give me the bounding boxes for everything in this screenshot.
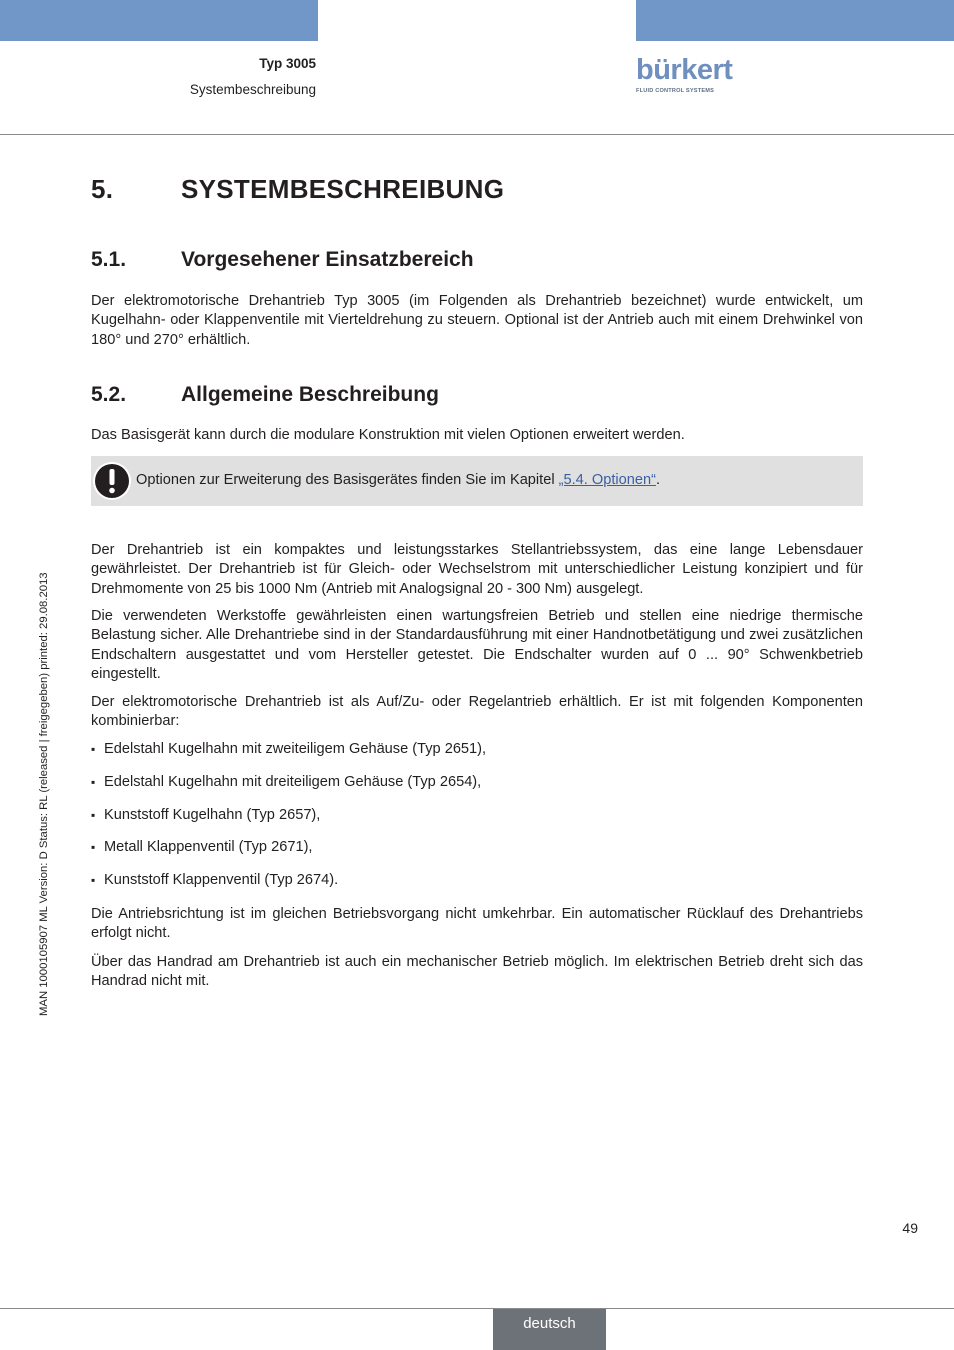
section-heading-5-2	[91, 383, 439, 407]
note-text	[136, 472, 660, 488]
section-number: 5.1.	[91, 248, 127, 271]
running-section-title: Systembeschreibung	[189, 82, 316, 97]
chapter-title: SYSTEMBESCHREIBUNG	[181, 174, 505, 204]
bullet-icon: ▪	[91, 742, 96, 756]
note-text-after: .	[656, 472, 661, 488]
list-item	[91, 807, 320, 823]
logo-tagline: FLUID CONTROL SYSTEMS	[636, 88, 715, 94]
list-item-text: Kunststoff Kugelhahn (Typ 2657),	[104, 807, 321, 823]
paragraph-intended-use: Der elektromotorische Drehantrieb Typ 3005 (im Folgenden als Drehantrieb bezeichnet) wurde entwickelt, um Kugelhahn- oder Klappenventile mit Vierteldrehung zu steuern. Optional ist der Antrieb auch mit einem Drehwinkel von 180° und 270° erhältlich.	[91, 293, 863, 348]
paragraph-components: Der elektromotorische Drehantrieb ist als Auf/Zu- oder Regelantrieb erhältlich. Er ist mit folgenden Komponenten kombinierbar:	[91, 694, 863, 730]
footer-divider	[0, 1308, 954, 1309]
list-item	[91, 839, 312, 855]
section-title: Vorgesehener Einsatzbereich	[181, 248, 474, 271]
chapter-link-options[interactable]: „5.4. Optionen“	[558, 472, 656, 488]
language-tab: deutsch	[493, 1309, 606, 1350]
paragraph-compact-drive: Der Drehantrieb ist ein kompaktes und leistungsstarkes Stellantriebssystem, das eine lange Lebensdauer gewährleistet. Der Drehantrieb ist für Gleich- oder Wechselstrom mit unterschiedlicher Leistung konzipiert und für Drehmomente von 25 bis 1000 Nm (Antrieb mit Analogsignal 20 - 300 Nm) ausgelegt.	[91, 542, 863, 597]
note-text-before: Optionen zur Erweiterung des Basisgerätes finden Sie im Kapitel	[136, 472, 559, 488]
bullet-icon: ▪	[91, 775, 96, 789]
header-accent-bar-right	[636, 0, 954, 41]
document-status-note: MAN 1000105907 ML Version: D Status: RL (released | freigegeben) printed: 29.08.2013	[38, 572, 50, 1016]
list-item	[91, 774, 481, 790]
bullet-icon: ▪	[91, 840, 96, 854]
list-item-text: Edelstahl Kugelhahn mit zweiteiligem Gehäuse (Typ 2651),	[104, 741, 487, 757]
list-item-text: Edelstahl Kugelhahn mit dreiteiligem Gehäuse (Typ 2654),	[104, 774, 482, 790]
chapter-number: 5.	[91, 174, 114, 204]
paragraph-drive-direction: Die Antriebsrichtung ist im gleichen Betriebsvorgang nicht umkehrbar. Ein automatischer Rücklauf des Drehantriebs erfolgt nicht.	[91, 906, 863, 942]
exclamation-icon	[92, 461, 132, 501]
section-number: 5.2.	[91, 383, 127, 406]
page-number: 49	[902, 1220, 918, 1236]
paragraph-base-device: Das Basisgerät kann durch die modulare Konstruktion mit vielen Optionen erweitert werden.	[91, 427, 685, 443]
note-box	[91, 456, 863, 506]
bullet-icon: ▪	[91, 873, 96, 887]
burkert-logo	[636, 54, 736, 96]
header-accent-bar-left	[0, 0, 318, 41]
document-type: Typ 3005	[259, 56, 316, 71]
paragraph-materials: Die verwendeten Werkstoffe gewährleisten einen wartungsfreien Betrieb und stellen eine niedrige thermische Belastung sicher. Alle Drehantriebe sind in der Standardausführung mit einer Handnotbetätigung und zwei zusätzlichen Endschaltern ausgestattet und vom Hersteller getestet. Die Endschalter wurden auf 0 ... 90° Schwenkbetrieb eingestellt.	[91, 608, 863, 683]
section-heading-5-1	[91, 248, 474, 272]
list-item-text: Metall Klappenventil (Typ 2671),	[104, 839, 313, 855]
logo-wordmark: bürkert	[636, 54, 733, 86]
header-divider	[0, 134, 954, 135]
chapter-heading	[91, 174, 504, 205]
section-title: Allgemeine Beschreibung	[181, 383, 439, 406]
list-item-text: Kunststoff Klappenventil (Typ 2674).	[104, 872, 339, 888]
bullet-icon: ▪	[91, 808, 96, 822]
list-item	[91, 872, 338, 888]
paragraph-handwheel: Über das Handrad am Drehantrieb ist auch ein mechanischer Betrieb möglich. Im elektrischen Betrieb dreht sich das Handrad nicht mit.	[91, 954, 863, 990]
list-item	[91, 741, 486, 757]
